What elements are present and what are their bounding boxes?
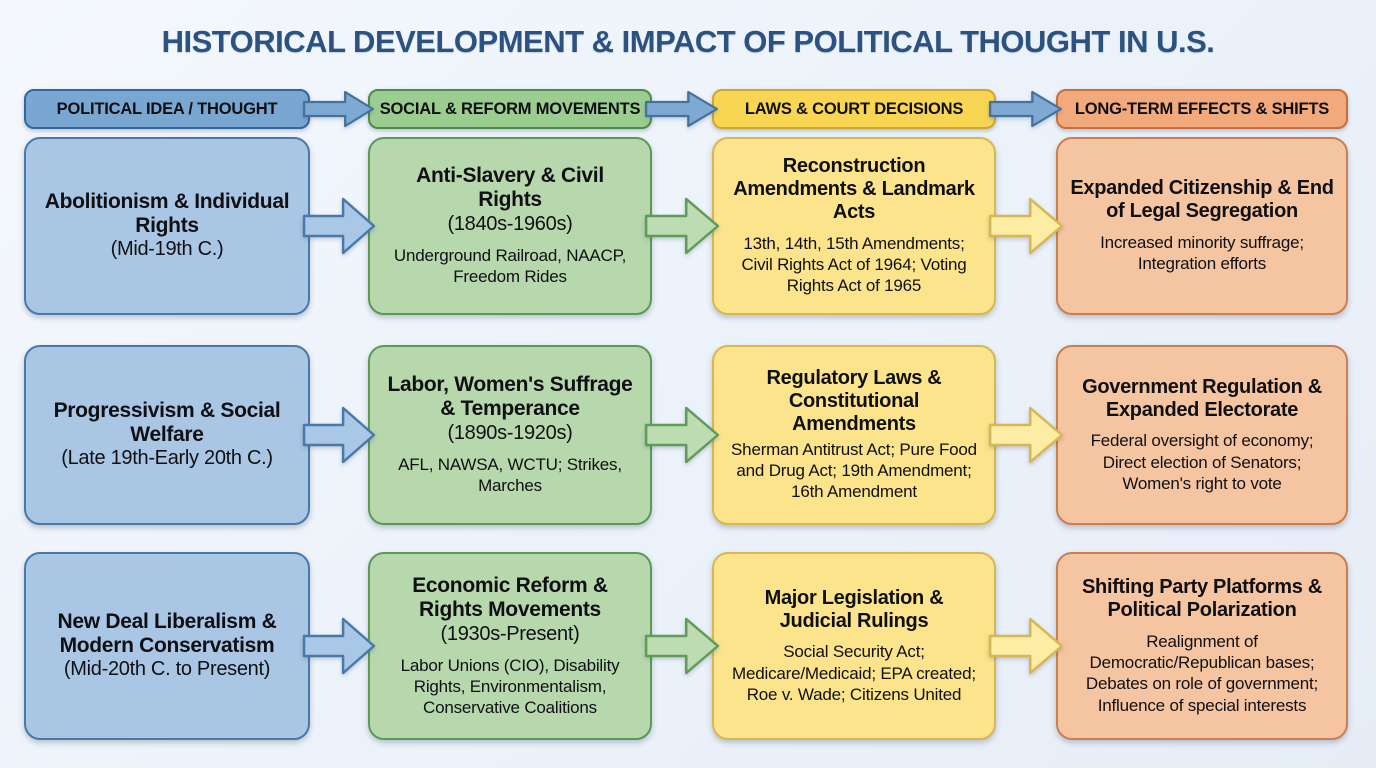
row-arrow-cell <box>652 552 712 740</box>
header-pill-label: SOCIAL & REFORM MOVEMENTS <box>379 99 641 118</box>
flow-arrow-icon <box>644 193 720 259</box>
flow-row-progressivism <box>24 345 1348 525</box>
box-title: Regulatory Laws & Constitutional Amendments <box>766 367 942 436</box>
flow-arrow-icon <box>988 193 1064 259</box>
idea-box <box>24 552 310 740</box>
movements-box <box>368 137 652 315</box>
box-period: (1890s-1920s) <box>447 422 573 445</box>
row-arrow-cell <box>310 552 368 740</box>
row-arrow-cell <box>652 137 712 315</box>
box-detail: Underground Railroad, NAACP, Freedom Rides <box>393 246 627 287</box>
header-arrow-cell <box>996 89 1056 129</box>
movements-box <box>368 552 652 740</box>
header-pill-long-term-effects <box>1056 89 1348 129</box>
row-arrow-cell <box>996 552 1056 740</box>
idea-box <box>24 345 310 525</box>
effects-box <box>1056 552 1348 740</box>
row-arrow-cell <box>310 345 368 525</box>
idea-box <box>24 137 310 315</box>
column-header-row <box>24 89 1348 126</box>
box-title: Anti-Slavery & Civil Rights <box>416 164 604 212</box>
header-pill-label: LAWS & COURT DECISIONS <box>744 99 964 118</box>
effects-box <box>1056 137 1348 315</box>
flow-arrow-icon <box>988 402 1064 468</box>
header-arrow-cell <box>310 89 368 129</box>
box-title: Shifting Party Platforms & Political Polarization <box>1081 576 1322 621</box>
flow-arrow-icon <box>302 402 376 468</box>
header-pill-laws-courts <box>712 89 996 129</box>
box-title: Labor, Women's Suffrage & Temperance <box>387 373 633 421</box>
box-detail: Sherman Antitrust Act; Pure Food and Drug Act; 19th Amendment; 16th Amendment <box>731 439 977 502</box>
box-title: Major Legislation & Judicial Rulings <box>764 586 944 632</box>
flow-arrow-icon <box>302 89 376 129</box>
header-pill-label: LONG-TERM EFFECTS & SHIFTS <box>1074 99 1330 118</box>
page-title: HISTORICAL DEVELOPMENT & IMPACT OF POLITICAL THOUGHT IN U.S. <box>161 24 1215 59</box>
box-detail: Realignment of Democratic/Republican bases; Debates on role of government; Influence of special interests <box>1085 631 1319 715</box>
box-title: Expanded Citizenship & End of Legal Segregation <box>1070 177 1334 223</box>
laws-box <box>712 552 996 740</box>
box-detail: Federal oversight of economy; Direct election of Senators; Women's right to vote <box>1090 431 1314 493</box>
box-title: Progressivism & Social Welfare <box>53 399 281 447</box>
flow-arrow-icon <box>302 613 376 679</box>
effects-box <box>1056 345 1348 525</box>
box-detail: Labor Unions (CIO), Disability Rights, Environmentalism, Conservative Coalitions <box>400 655 620 718</box>
flow-arrow-icon <box>644 89 720 129</box>
box-subtitle: (Mid-20th C. to Present) <box>63 658 271 681</box>
box-detail: Social Security Act; Medicare/Medicaid; EPA created; Roe v. Wade; Citizens United <box>732 642 976 704</box>
row-arrow-cell <box>996 345 1056 525</box>
box-detail: 13th, 14th, 15th Amendments; Civil Rights Act of 1964; Voting Rights Act of 1965 <box>741 233 967 296</box>
box-subtitle: (Mid-19th C.) <box>110 238 224 261</box>
box-detail: Increased minority suffrage; Integration efforts <box>1100 233 1304 274</box>
header-arrow-cell <box>652 89 712 129</box>
flow-arrow-icon <box>988 613 1064 679</box>
header-pill-social-reform <box>368 89 652 129</box>
row-arrow-cell <box>996 137 1056 315</box>
row-arrow-cell <box>652 345 712 525</box>
box-title: Abolitionism & Individual Rights <box>44 190 290 238</box>
movements-box <box>368 345 652 525</box>
box-period: (1930s-Present) <box>440 622 580 645</box>
flow-row-abolitionism <box>24 137 1348 315</box>
row-arrow-cell <box>310 137 368 315</box>
box-title: Reconstruction Amendments & Landmark Acts <box>733 155 975 224</box>
box-detail: AFL, NAWSA, WCTU; Strikes, Marches <box>398 455 622 496</box>
laws-box <box>712 137 996 315</box>
flow-row-new-deal <box>24 552 1348 740</box>
flow-arrow-icon <box>988 89 1064 129</box>
header-pill-political-idea <box>24 89 310 129</box>
laws-box <box>712 345 996 525</box>
flow-arrow-icon <box>644 402 720 468</box>
box-title: Government Regulation & Expanded Electorate <box>1082 375 1322 421</box>
box-title: Economic Reform & Rights Movements <box>412 573 608 621</box>
box-title: New Deal Liberalism & Modern Conservatism <box>57 610 277 658</box>
header-pill-label: POLITICAL IDEA / THOUGHT <box>56 99 278 118</box>
flow-arrow-icon <box>302 193 376 259</box>
box-period: (1840s-1960s) <box>447 213 573 236</box>
flow-arrow-icon <box>644 613 720 679</box>
box-subtitle: (Late 19th-Early 20th C.) <box>61 447 273 470</box>
